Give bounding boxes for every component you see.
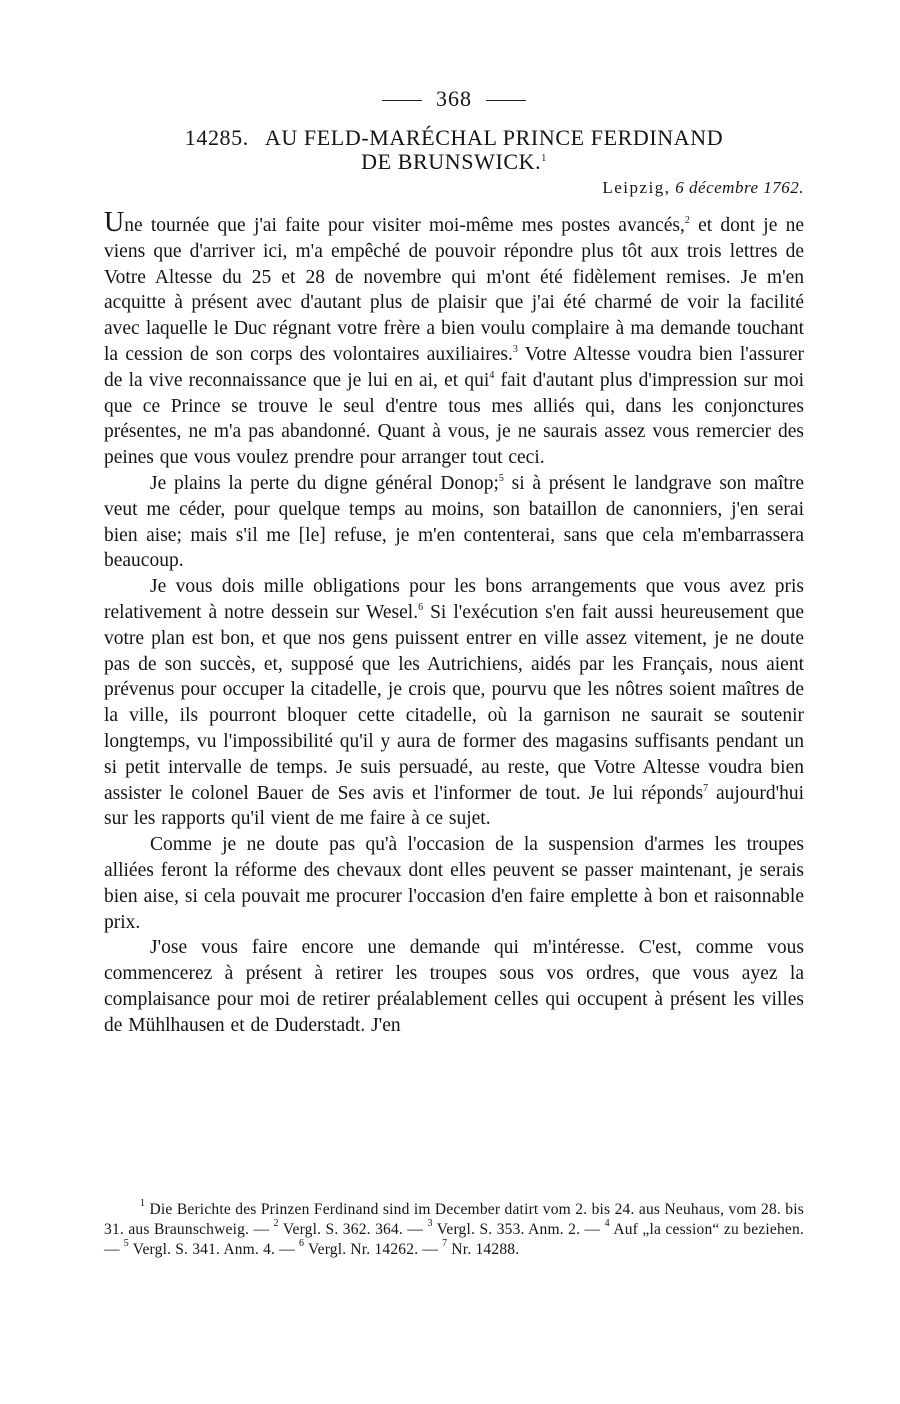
footnote-ref: 1 bbox=[140, 1198, 146, 1209]
footnote-ref: 4 bbox=[489, 369, 495, 381]
text-run: Vergl. S. 353. Anm. 2. — bbox=[432, 1221, 605, 1238]
text-run: Vergl. S. 362. 364. — bbox=[278, 1221, 428, 1238]
paragraph bbox=[104, 574, 804, 832]
text-run: si à présent le landgrave son maître veut me céder, pour quelque temps au moins, son bataillon de canonniers, j'en serai bien aise; mais s'il me [le] refuse, je m'en contenterai, sans que cela m'embarrassera beaucoup. bbox=[104, 472, 804, 572]
footnote-ref: 4 bbox=[604, 1218, 610, 1229]
footnote-ref: 7 bbox=[442, 1238, 448, 1249]
date: 6 décembre 1762. bbox=[675, 178, 804, 197]
footnotes bbox=[104, 1200, 804, 1260]
page-number-text: 368 bbox=[436, 86, 472, 111]
footnote-ref: 3 bbox=[427, 1218, 433, 1229]
footnote-ref: 2 bbox=[684, 215, 690, 226]
footnote-ref: 7 bbox=[703, 782, 709, 794]
paragraph bbox=[104, 471, 804, 574]
text-run: Vergl. S. 341. Anm. 4. — bbox=[128, 1241, 299, 1258]
footnote-ref: 5 bbox=[498, 472, 504, 484]
footnote-ref: 6 bbox=[298, 1238, 305, 1249]
footnote-text bbox=[104, 1200, 804, 1260]
letter-body bbox=[104, 207, 805, 1039]
page-number bbox=[104, 86, 804, 112]
paragraph bbox=[104, 935, 804, 1038]
initial-letter: U bbox=[104, 207, 125, 238]
footnote-ref: 6 bbox=[418, 601, 424, 613]
title-line2: DE BRUNSWICK. bbox=[361, 149, 542, 174]
footnote-ref: 3 bbox=[512, 343, 518, 355]
dash-right bbox=[486, 100, 526, 101]
title-line1: AU FELD-MARÉCHAL PRINCE FERDINAND bbox=[264, 125, 724, 150]
letter-number: 14285. bbox=[184, 125, 249, 150]
footnote-ref: 5 bbox=[123, 1238, 129, 1249]
place: Leipzig, bbox=[602, 178, 671, 197]
text-run: et dont je ne viens que d'arriver ici, m'a empêché de pouvoir répondre plus tôt aux trois lettres de Votre Altesse du 25 et 28 de novembre qui m'ont été fidèlement remises. Je m'en acquitte à présent avec d'autant plus de plaisir que j'ai été charmé de voir la facilité avec laquelle le Duc régnant votre frère a bien voulu complaire à ma demande touchant la cession de son corps des volontaires auxiliaires. bbox=[104, 215, 804, 365]
footnote-ref: 2 bbox=[273, 1218, 279, 1229]
page bbox=[104, 86, 804, 1039]
text-run: Je vous dois mille obligations pour les bons arrangements que vous avez pris relativement à notre dessein sur Wesel. bbox=[104, 576, 804, 623]
text-run: Nr. 14288. bbox=[447, 1241, 520, 1258]
dash-left bbox=[382, 100, 422, 101]
text-run: fait d'autant plus d'impression sur moi que ce Prince se trouve le seul d'entre tous mes alliés qui, dans les conjonctures présentes, ne m'a pas abandonné. Quant à vous, je ne saurais assez vous remercier des peines que vous voulez prendre pour arranger tout ceci. bbox=[104, 369, 804, 469]
paragraph bbox=[104, 832, 804, 935]
letter-title bbox=[104, 126, 804, 174]
paragraph bbox=[104, 207, 804, 471]
text-run: Votre Altesse voudra bien l'assurer de la vive reconnaissance que je lui en ai, et qui bbox=[104, 343, 804, 391]
text-run: ne tournée que j'ai faite pour visiter moi-même mes postes avancés, bbox=[124, 215, 685, 236]
text-run: J'ose vous faire encore une demande qui m'intéresse. C'est, comme vous commencerez à présent à retirer les troupes sous vos ordres, que vous ayez la complaisance pour moi de retirer préalablement celles qui occupent à présent les villes de Mühlhausen et de Duderstadt. J'en bbox=[104, 937, 804, 1036]
text-run: Si l'exécution s'en fait aussi heureusement que votre plan est bon, et que nos gens puissent entrer en ville assez vitement, je ne doute pas de son succès, et, supposé que les Autrichiens, aidés par les Français, nous aient prévenus pour occuper la citadelle, je crois que, pourvu que les nôtres soient maîtres de la ville, ils pourront bloquer cette citadelle, où la garnison ne saurait se soutenir longtemps, vu l'impossibilité qu'il y aura de former des magasins suffisants pendant un si petit intervalle de temps. Je suis persuadé, au reste, que Votre Altesse voudra bien assister le colonel Bauer de Ses avis et l'informer de tout. Je lui réponds bbox=[104, 601, 805, 804]
dateline bbox=[104, 178, 804, 198]
text-run: Je plains la perte du digne général Donop; bbox=[150, 472, 499, 494]
title-footnote-ref: 1 bbox=[541, 153, 547, 164]
text-run: Vergl. Nr. 14262. — bbox=[304, 1241, 443, 1258]
text-run: aujourd'hui sur les rapports qu'il vient de me faire à ce sujet. bbox=[104, 782, 805, 830]
text-run: Comme je ne doute pas qu'à l'occasion de la suspension d'armes les troupes alliées feront la réforme des chevaux dont elles peuvent se passer maintenant, je serais bien aise, si cela pouvait me procurer l'occasion d'en faire emplette à bon et raisonnable prix. bbox=[104, 834, 804, 933]
text-run: Die Berichte des Prinzen Ferdinand sind im December datirt vom 2. bis 24. aus Neuhaus, vom 28. bis 31. aus Braunschweig. — bbox=[104, 1201, 804, 1238]
text-run: Auf „la cession“ zu beziehen. — bbox=[104, 1221, 805, 1258]
